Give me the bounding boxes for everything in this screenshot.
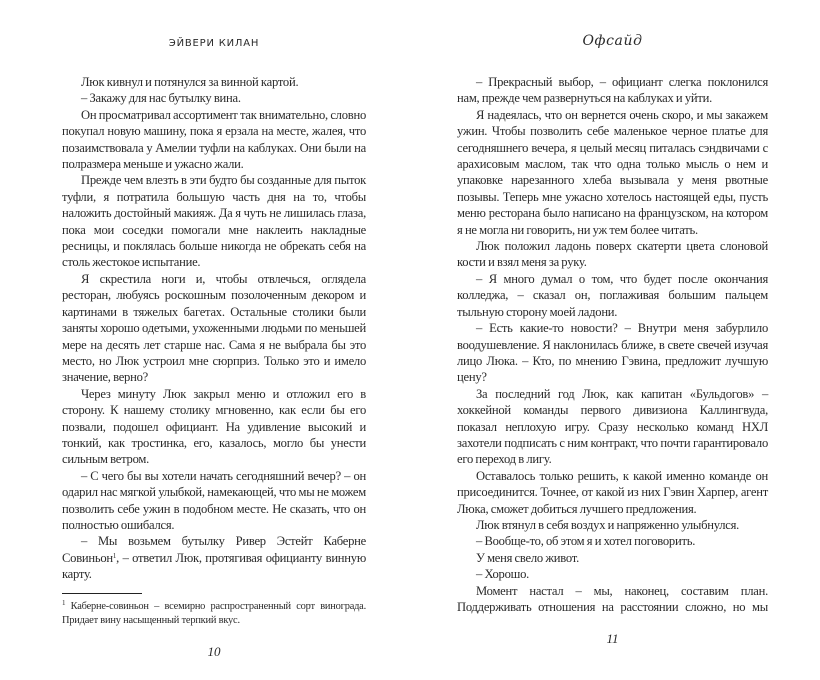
left-page-body (62, 74, 366, 583)
paragraph-text: , – ответил Люк, протягивая официанту винную карту. (62, 550, 366, 582)
paragraph: – Хорошо. (476, 567, 530, 582)
running-head-author: ЭЙВЕРИ КИЛАН (168, 38, 260, 49)
right-page (410, 0, 820, 667)
paragraph: – Вообще-то, об этом я и хотел поговорить. (476, 534, 696, 549)
paragraph: – С чего бы вы хотели начать сегодняшний вечер? – он одарил нас мягкой улыбкой, намекающей, что мы не можем позволить себе ужин в подобном месте. Не сказать, что он полностью ошибался. (62, 468, 366, 532)
paragraph-with-footnote-ref (62, 533, 366, 582)
paragraph: Люк положил ладонь поверх скатерти цвета слоновой кости и взял меня за руку. (457, 239, 768, 270)
paragraph: Прежде чем влезть в эти будто бы созданные для пыток туфли, я потратила большую часть дня на то, чтобы наложить достойный макияж. Да я чуть не лишилась глаза, пока мои соседки помогали мне наклеить накладные ресницы, и поклялась больше никогда не обрекать себя на столь жестокое испытание. (62, 173, 366, 270)
paragraph: Я надеялась, что он вернется очень скоро, и мы закажем ужин. Чтобы позволить себе маленькое черное платье для сегодняшнего вечера, я целый месяц питалась сэндвичами с арахисовым маслом, так что одна только мысль о нем и упаковке нарезанного хлеба вызывала у меня рвотные позывы. Теперь мне ужасно хотелось настоящей еды, пусть меню ресторана было написано на французском, на котором я не могла ни говорить, ни уж тем более читать. (457, 107, 768, 237)
page-number: 10 (207, 643, 221, 659)
paragraph: У меня свело живот. (476, 550, 579, 565)
paragraph: Люк кивнул и потянулся за винной картой. (81, 75, 299, 89)
paragraph-text: – Мы возьмем бутылку Ривер Эстейт Каберне Совиньон (62, 534, 366, 565)
paragraph: – Закажу для нас бутылку вина. (81, 91, 241, 106)
footnote-divider (62, 593, 142, 594)
right-page-body (457, 74, 768, 615)
paragraph: Оставалось только решить, к какой именно команде он присоединится. Точнее, от какой из них Гэвин Харпер, агент Люка, сможет добиться лучшего предложения. (457, 468, 768, 516)
paragraph: Он просматривал ассортимент так внимательно, словно покупал новую машину, пока я ерзала на месте, жалея, что позаимствовала у Амелии туфли на каблуках. Они были на полразмера меньше и ужасно жали. (62, 107, 366, 172)
paragraph: Через минуту Люк закрыл меню и отложил его в сторону. К нашему столику мгновенно, как если бы его позвали, подошел официант. На удивление высокий и тонкий, как тростинка, его, казалось, могло бы унести сильным ветром. (62, 386, 366, 467)
paragraph: Люк втянул в себя воздух и напряженно улыбнулся. (476, 517, 740, 532)
paragraph: – Прекрасный выбор, – официант слегка поклонился нам, прежде чем развернуться на каблуках и уйти. (457, 75, 768, 106)
footnote-text: Каберне-совиньон – всемирно распространенный сорт винограда. Придает вину насыщенный терпкий вкус. (62, 600, 366, 626)
paragraph: – Есть какие-то новости? – Внутри меня забурлило воодушевление. Я наклонилась ближе, в свете свечей изучая лицо Люка. – Кто, по мнению Гэвина, предложит лучшую цену? (457, 321, 768, 385)
footnote (62, 600, 366, 628)
footnote-reference[interactable]: 1 (112, 551, 117, 560)
running-head-title: Офсайд (582, 33, 643, 49)
paragraph: – Я много думал о том, что будет после окончания колледжа, – сказал он, поглаживая большим пальцем тыльную сторону моей ладони. (457, 271, 768, 319)
continued-paragraph: Момент настал – мы, наконец, составим план. Поддерживать отношения на расстоянии сложно, но мы (457, 583, 768, 614)
paragraph: Я скрестила ноги и, чтобы отвлечься, оглядела ресторан, любуясь роскошным позолоченным декором и картинами в тяжелых багетах. Остальные столики были заняты хорошо одетыми, ухоженными людьми по меньшей мере на десять лет старше нас. Сама я не выбрала бы это место, но Люк устроил мне сюрприз. Только это и имело значение, верно? (62, 271, 366, 385)
paragraph: За последний год Люк, как капитан «Бульдогов» – хоккейной команды первого дивизиона Каллингвуда, показал неплохую игру. Сразу несколько команд НХЛ захотели подписать с ним контракт, что почти гарантировало его переход в лигу. (457, 386, 768, 467)
footnote-marker: 1 (62, 598, 66, 607)
page-number: 11 (606, 631, 619, 647)
